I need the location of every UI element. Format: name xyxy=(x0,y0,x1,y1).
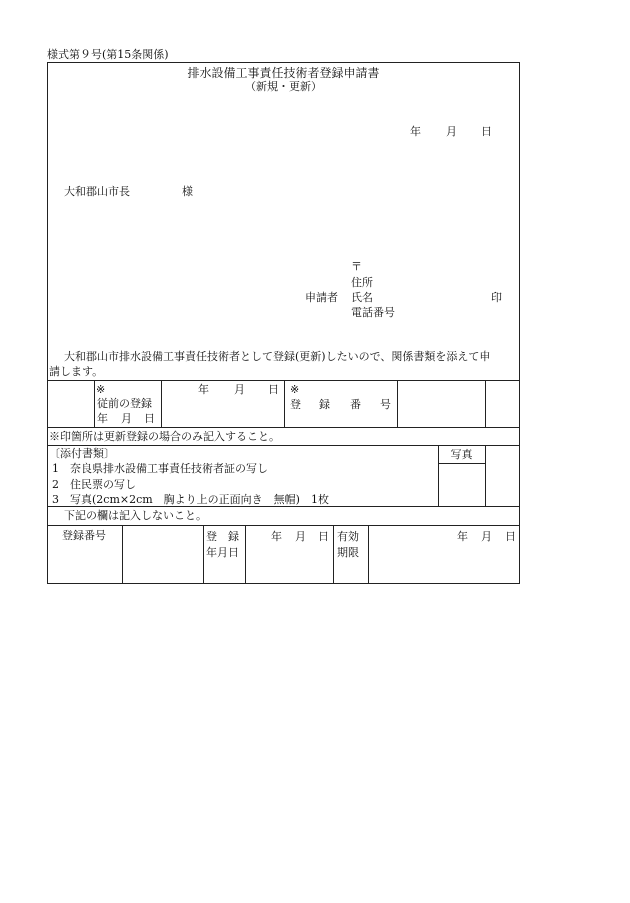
registration-date-label-1: 登 録 xyxy=(206,530,239,543)
name-label: 氏名 xyxy=(351,291,373,304)
previous-day: 日 xyxy=(268,383,279,396)
previous-label: 従前の登録 xyxy=(97,397,152,410)
rule-office-2 xyxy=(203,525,204,584)
addressee-name: 大和郡山市長 xyxy=(64,185,130,198)
rule-photo-label xyxy=(438,463,485,464)
form-subtitle: （新規・更新） xyxy=(245,80,322,93)
form-title: 排水設備工事責任技術者登録申請書 xyxy=(187,66,380,80)
addressee-honorific: 様 xyxy=(182,185,193,198)
validity-month: 月 xyxy=(481,530,492,543)
office-note: 下記の欄は記入しないこと。 xyxy=(64,509,207,522)
statement-line-1: 大和郡山市排水設備工事責任技術者として登録(更新)したいので、関係書類を添えて申 xyxy=(64,350,491,363)
attachment-item: 1 奈良県排水設備工事責任技術者証の写し xyxy=(52,462,268,475)
validity-label-2: 期限 xyxy=(337,546,359,559)
registration-year: 年 xyxy=(271,530,282,543)
previous-number-mark: ※ xyxy=(290,383,300,396)
rule-prev-2 xyxy=(161,380,162,427)
registration-day: 日 xyxy=(318,530,329,543)
registration-month: 月 xyxy=(295,530,306,543)
previous-year-short: 年 xyxy=(97,412,108,425)
rule-office-5 xyxy=(368,525,369,584)
rule-office-table-top xyxy=(47,525,520,526)
renewal-note: ※印箇所は更新登録の場合のみ記入すること。 xyxy=(49,430,280,443)
rule-office-3 xyxy=(245,525,246,584)
previous-number-char-4: 号 xyxy=(380,398,391,411)
rule-photo-right xyxy=(485,445,486,506)
attachment-item: 3 写真(2cm×2cm 胸より上の正面向き 無帽) 1枚 xyxy=(52,493,329,506)
previous-number-char-1: 登 xyxy=(290,398,301,411)
rule-note-top xyxy=(47,427,520,428)
previous-month: 月 xyxy=(234,383,245,396)
previous-number-char-3: 番 xyxy=(350,398,361,411)
registration-date-label-2: 年月日 xyxy=(206,546,239,559)
rule-office-note-top xyxy=(47,506,520,507)
rule-prev-3 xyxy=(284,380,285,427)
validity-year: 年 xyxy=(457,530,468,543)
previous-year: 年 xyxy=(198,383,209,396)
attachments-header: 〔添付書類〕 xyxy=(49,447,115,460)
postal-mark: 〒 xyxy=(351,260,362,273)
photo-label: 写真 xyxy=(450,448,473,461)
seal-mark: 印 xyxy=(491,291,502,304)
previous-number-char-2: 録 xyxy=(319,398,330,411)
applicant-label: 申請者 xyxy=(305,291,338,304)
date-year: 年 xyxy=(410,125,421,138)
validity-label-1: 有効 xyxy=(337,530,359,543)
validity-day: 日 xyxy=(505,530,516,543)
phone-label: 電話番号 xyxy=(351,306,395,319)
rule-office-1 xyxy=(122,525,123,584)
address-label: 住所 xyxy=(351,276,373,289)
previous-month-short: 月 xyxy=(121,412,132,425)
rule-prev-1 xyxy=(94,380,95,427)
rule-office-4 xyxy=(333,525,334,584)
rule-attachments-top xyxy=(47,445,520,446)
previous-day-short: 日 xyxy=(144,412,155,425)
form-number: 様式第９号(第15条関係) xyxy=(47,48,169,61)
statement-line-2: 請します。 xyxy=(49,365,104,378)
previous-mark: ※ xyxy=(96,383,106,396)
rule-prev-5 xyxy=(485,380,486,427)
date-day: 日 xyxy=(481,125,492,138)
registration-number-label: 登録番号 xyxy=(62,529,106,542)
rule-prev-4 xyxy=(397,380,398,427)
attachment-item: 2 住民票の写し xyxy=(52,478,136,491)
date-month: 月 xyxy=(446,125,457,138)
